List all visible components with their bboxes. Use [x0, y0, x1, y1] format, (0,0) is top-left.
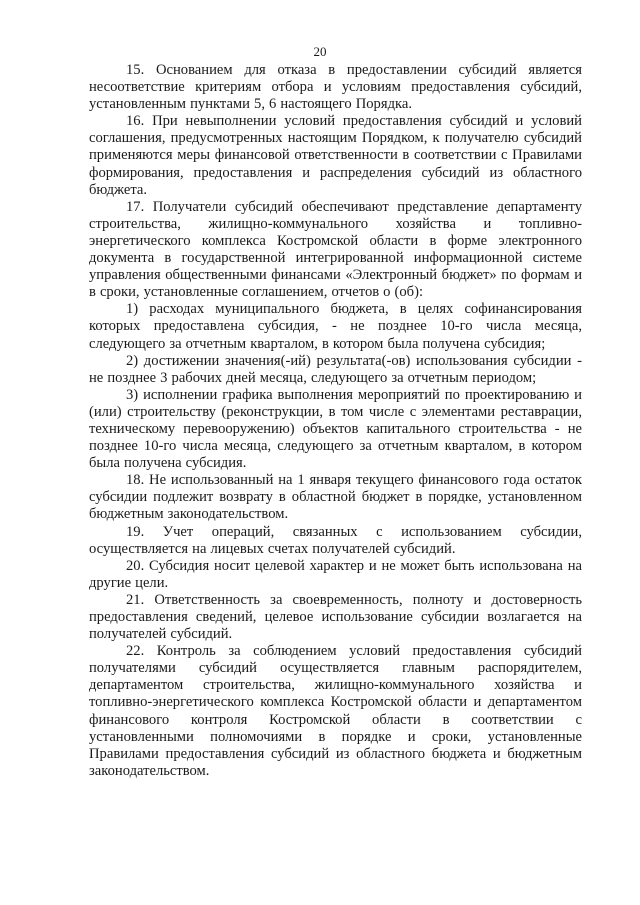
- paragraph-17: 17. Получатели субсидий обеспечивают представление департаменту строительства, жилищно-коммунального хозяйства и топливно-энергетического комплекса Костромской области в форме электронного документа в государственной интегрированной информационной системе управления общественными финансами «Электронный бюджет» по формам и в сроки, установленные соглашением, отчетов о (об):: [89, 198, 582, 301]
- paragraph-15: 15. Основанием для отказа в предоставлении субсидий является несоответствие критериям отбора и условиям предоставления субсидий, установленным пунктами 5, 6 настоящего Порядка.: [89, 62, 582, 113]
- paragraph-17-item-3: 3) исполнении графика выполнения мероприятий по проектированию и (или) строительству (реконструкции, в том числе с элементами реставрации, техническому перевооружению) объектов капитального строительства - не позднее 10-го числа месяца, следующего за отчетным кварталом, в котором была получена субсидия.: [89, 386, 582, 472]
- document-body: [89, 62, 582, 780]
- paragraph-17-item-1: 1) расходах муниципального бюджета, в целях софинансирования которых предоставлена субсидия, - не позднее 10-го числа месяца, следующего за отчетным кварталом, в котором была получена субсидия;: [89, 301, 582, 352]
- paragraph-19: 19. Учет операций, связанных с использованием субсидии, осуществляется на лицевых счетах получателей субсидий.: [89, 523, 582, 557]
- paragraph-21: 21. Ответственность за своевременность, полноту и достоверность предоставления сведений, целевое использование субсидии возлагается на получателей субсидий.: [89, 591, 582, 643]
- paragraph-18: 18. Не использованный на 1 января текущего финансового года остаток субсидии подлежит возврату в областной бюджет в порядке, установленном бюджетным законодательством.: [89, 472, 582, 523]
- page-number: 20: [313, 44, 327, 59]
- paragraph-20: 20. Субсидия носит целевой характер и не может быть использована на другие цели.: [89, 557, 582, 591]
- paragraph-16: 16. При невыполнении условий предоставления субсидий и условий соглашения, предусмотренных настоящим Порядком, к получателю субсидий применяются меры финансовой ответственности в соответствии с Правилами формирования, предоставления и распределения субсидий из областного бюджета.: [89, 113, 582, 198]
- paragraph-17-item-2: 2) достижении значения(-ий) результата(-ов) использования субсидии - не позднее 3 рабочих дней месяца, следующего за отчетным периодом;: [89, 352, 582, 386]
- paragraph-22: 22. Контроль за соблюдением условий предоставления субсидий получателями субсидий осуществляется главным распорядителем, департаментом строительства, жилищно-коммунального хозяйства и топливно-энергетического комплекса Костромской области и департаментом финансового контроля Костромской области в соответствии с установленными полномочиями в порядке и сроки, установленные Правилами предоставления субсидий из областного бюджета и бюджетным законодательством.: [89, 643, 582, 779]
